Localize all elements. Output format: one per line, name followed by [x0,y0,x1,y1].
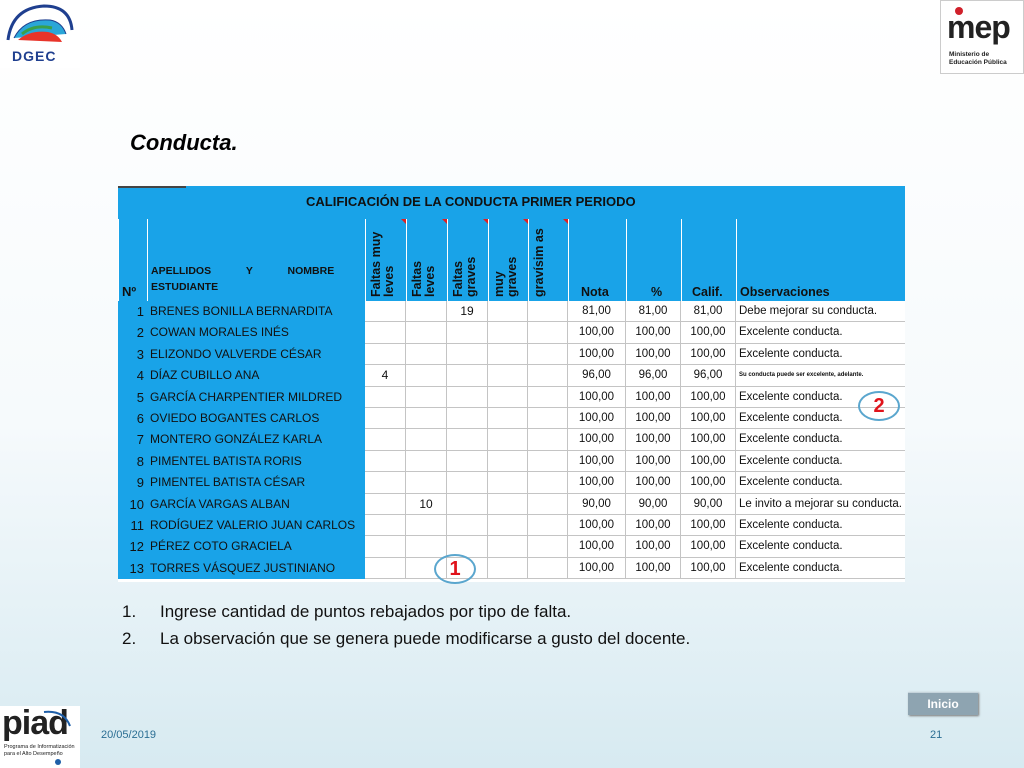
faltas-leves-input[interactable] [406,472,447,493]
footer-date: 20/05/2019 [101,729,157,741]
table-row [118,494,905,515]
callout-1: 1 [434,554,476,584]
faltas-graves-input[interactable] [447,387,488,408]
pct-value: 81,00 [626,301,681,322]
faltas-leves-input[interactable] [406,515,447,536]
gravisimas-input[interactable] [528,515,568,536]
nota-value: 100,00 [568,344,626,365]
table-row [118,301,905,322]
gravisimas-input[interactable] [528,429,568,450]
calif-value: 90,00 [681,494,736,515]
faltas-muy-leves-input[interactable] [365,408,406,429]
instructions-list [122,598,690,652]
gravisimas-input[interactable] [528,536,568,557]
student-name: PÉREZ COTO GRACIELA [147,536,365,557]
sheet-corner [118,186,186,188]
pct-value: 100,00 [626,536,681,557]
header-faltas-leves: Faltas leves [406,219,447,301]
sheet-title: CALIFICACIÓN DE LA CONDUCTA PRIMER PERIODO [306,194,636,209]
comment-marker[interactable] [523,219,528,224]
faltas-leves-input[interactable]: 10 [406,494,447,515]
table-row [118,408,905,429]
comment-marker[interactable] [563,219,568,224]
calif-value: 100,00 [681,429,736,450]
faltas-muy-leves-input[interactable] [365,472,406,493]
row-number: 5 [118,387,147,408]
faltas-muy-leves-input[interactable] [365,451,406,472]
faltas-muy-leves-input[interactable]: 4 [365,365,406,386]
muy-graves-input[interactable] [488,387,528,408]
muy-graves-input[interactable] [488,515,528,536]
observacion-input[interactable]: Excelente conducta. [736,344,905,365]
nota-value: 100,00 [568,408,626,429]
header-calif: Calif. [681,219,736,301]
gravisimas-input[interactable] [528,387,568,408]
student-name: PIMENTEL BATISTA RORIS [147,451,365,472]
pct-value: 100,00 [626,387,681,408]
row-number: 3 [118,344,147,365]
row-number: 10 [118,494,147,515]
dgec-logo [0,0,80,68]
row-number: 11 [118,515,147,536]
nota-value: 100,00 [568,322,626,343]
pct-value: 100,00 [626,344,681,365]
observacion-input[interactable]: Excelente conducta. [736,515,905,536]
inicio-button[interactable]: Inicio [908,692,978,715]
dgec-text: DGEC [12,48,57,64]
muy-graves-input[interactable] [488,558,528,579]
nota-value: 100,00 [568,558,626,579]
slide-title: Conducta. [130,130,238,155]
calif-value: 100,00 [681,322,736,343]
calif-value: 100,00 [681,558,736,579]
student-name: BRENES BONILLA BERNARDITA [147,301,365,322]
faltas-graves-input[interactable] [447,515,488,536]
faltas-muy-leves-input[interactable] [365,558,406,579]
faltas-graves-input[interactable]: 19 [447,301,488,322]
dgec-emblem-icon [0,0,80,48]
faltas-leves-input[interactable] [406,536,447,557]
footer-page-number: 21 [930,729,943,741]
faltas-leves-input[interactable] [406,322,447,343]
calif-value: 100,00 [681,408,736,429]
pct-value: 100,00 [626,322,681,343]
comment-marker[interactable] [442,219,447,224]
mep-logo [940,0,1024,74]
faltas-leves-input[interactable] [406,344,447,365]
table-row [118,322,905,343]
table-row [118,429,905,450]
table-row [118,515,905,536]
muy-graves-input[interactable] [488,322,528,343]
gravisimas-input[interactable] [528,558,568,579]
instruction-item: 2. La observación que se genera puede modificarse a gusto del docente. [122,629,691,648]
header-gravisimas: gravísim as [528,219,568,301]
faltas-graves-input[interactable] [447,365,488,386]
calif-value: 96,00 [681,365,736,386]
mep-subtitle: Ministerio de Educación Pública [949,51,1007,66]
student-name: RODÍGUEZ VALERIO JUAN CARLOS [147,515,365,536]
row-number: 4 [118,365,147,386]
pct-value: 100,00 [626,515,681,536]
faltas-muy-leves-input[interactable] [365,344,406,365]
table-row [118,472,905,493]
faltas-muy-leves-input[interactable] [365,301,406,322]
header-faltas-graves: Faltas graves [447,219,488,301]
table-row [118,536,905,557]
nota-value: 100,00 [568,387,626,408]
observacion-input[interactable]: Le invito a mejorar su conducta. [736,494,905,515]
pct-value: 100,00 [626,451,681,472]
faltas-leves-input[interactable] [406,365,447,386]
observacion-input[interactable]: Su conducta puede ser excelente, adelante. [736,365,905,386]
student-name: MONTERO GONZÁLEZ KARLA [147,429,365,450]
faltas-leves-input[interactable] [406,387,447,408]
muy-graves-input[interactable] [488,408,528,429]
piad-word: piad [2,704,68,742]
faltas-graves-input[interactable] [447,322,488,343]
nota-value: 100,00 [568,515,626,536]
gravisimas-input[interactable] [528,301,568,322]
pct-value: 100,00 [626,558,681,579]
nota-value: 100,00 [568,472,626,493]
student-name: GARCÍA VARGAS ALBAN [147,494,365,515]
nota-value: 90,00 [568,494,626,515]
instruction-item: 1. Ingrese cantidad de puntos rebajados por tipo de falta. [122,602,572,621]
faltas-graves-input[interactable] [447,408,488,429]
pct-value: 100,00 [626,472,681,493]
row-number: 1 [118,301,147,322]
mep-word: mep [947,9,1010,45]
pct-value: 100,00 [626,429,681,450]
row-number: 7 [118,429,147,450]
faltas-graves-input[interactable] [447,344,488,365]
muy-graves-input[interactable] [488,472,528,493]
gravisimas-input[interactable] [528,344,568,365]
faltas-leves-input[interactable] [406,429,447,450]
calif-value: 100,00 [681,536,736,557]
faltas-muy-leves-input[interactable] [365,494,406,515]
row-number: 8 [118,451,147,472]
pct-value: 96,00 [626,365,681,386]
muy-graves-input[interactable] [488,301,528,322]
table-row [118,558,905,579]
calif-value: 100,00 [681,515,736,536]
observacion-input[interactable]: Excelente conducta. [736,472,905,493]
row-number: 12 [118,536,147,557]
nota-value: 100,00 [568,429,626,450]
faltas-muy-leves-input[interactable] [365,387,406,408]
piad-subtitle: Programa de Informatización para el Alto Desempeño [4,744,75,757]
student-name: ELIZONDO VALVERDE CÉSAR [147,344,365,365]
calif-value: 100,00 [681,344,736,365]
faltas-leves-input[interactable] [406,408,447,429]
table-row [118,344,905,365]
faltas-graves-input[interactable] [447,494,488,515]
gravisimas-input[interactable] [528,494,568,515]
observacion-input[interactable]: Excelente conducta. [736,322,905,343]
pct-value: 100,00 [626,408,681,429]
observacion-input[interactable]: Excelente conducta. [736,558,905,579]
student-name: COWAN MORALES INÉS [147,322,365,343]
gravisimas-input[interactable] [528,408,568,429]
calif-value: 100,00 [681,387,736,408]
header-muy-graves: muy graves [488,219,528,301]
faltas-graves-input[interactable] [447,451,488,472]
faltas-leves-input[interactable] [406,451,447,472]
row-number: 9 [118,472,147,493]
faltas-graves-input[interactable] [447,429,488,450]
pct-value: 90,00 [626,494,681,515]
muy-graves-input[interactable] [488,536,528,557]
nota-value: 81,00 [568,301,626,322]
header-faltas-muy-leves: Faltas muy leves [365,219,406,301]
student-name: TORRES VÁSQUEZ JUSTINIANO [147,558,365,579]
faltas-muy-leves-input[interactable] [365,322,406,343]
nota-value: 96,00 [568,365,626,386]
gravisimas-input[interactable] [528,451,568,472]
faltas-muy-leves-input[interactable] [365,429,406,450]
muy-graves-input[interactable] [488,451,528,472]
header-name-line1: APELLIDOS Y NOMBRE [151,265,335,277]
muy-graves-input[interactable] [488,344,528,365]
student-name: PIMENTEL BATISTA CÉSAR [147,472,365,493]
nota-value: 100,00 [568,536,626,557]
header-nota: Nota [568,219,626,301]
observacion-input[interactable]: Excelente conducta. [736,387,905,408]
faltas-muy-leves-input[interactable] [365,536,406,557]
row-number: 6 [118,408,147,429]
faltas-graves-input[interactable] [447,472,488,493]
header-name [147,219,365,301]
gravisimas-input[interactable] [528,472,568,493]
header-num: Nº [118,219,147,301]
observacion-input[interactable]: Excelente conducta. [736,408,905,429]
faltas-muy-leves-input[interactable] [365,515,406,536]
callout-2: 2 [858,391,900,421]
student-name: DÍAZ CUBILLO ANA [147,365,365,386]
calif-value: 81,00 [681,301,736,322]
header-name-line2: ESTUDIANTE [151,281,219,293]
observacion-input[interactable]: Excelente conducta. [736,451,905,472]
conduct-spreadsheet [118,186,905,582]
table-row [118,365,905,386]
table-row [118,387,905,408]
student-name: GARCÍA CHARPENTIER MILDRED [147,387,365,408]
student-name: OVIEDO BOGANTES CARLOS [147,408,365,429]
header-observaciones: Observaciones [736,219,905,301]
sheet-title-bar [118,186,905,219]
observacion-input[interactable]: Excelente conducta. [736,536,905,557]
gravisimas-input[interactable] [528,322,568,343]
row-number: 2 [118,322,147,343]
muy-graves-input[interactable] [488,494,528,515]
observacion-input[interactable]: Debe mejorar su conducta. [736,301,905,322]
piad-swoosh-icon [0,706,80,768]
muy-graves-input[interactable] [488,365,528,386]
nota-value: 100,00 [568,451,626,472]
faltas-leves-input[interactable] [406,301,447,322]
calif-value: 100,00 [681,451,736,472]
row-number: 13 [118,558,147,579]
header-pct: % [626,219,681,301]
piad-logo [0,706,80,768]
table-row [118,451,905,472]
muy-graves-input[interactable] [488,429,528,450]
comment-marker[interactable] [401,219,406,224]
observacion-input[interactable]: Excelente conducta. [736,429,905,450]
calif-value: 100,00 [681,472,736,493]
gravisimas-input[interactable] [528,365,568,386]
comment-marker[interactable] [483,219,488,224]
